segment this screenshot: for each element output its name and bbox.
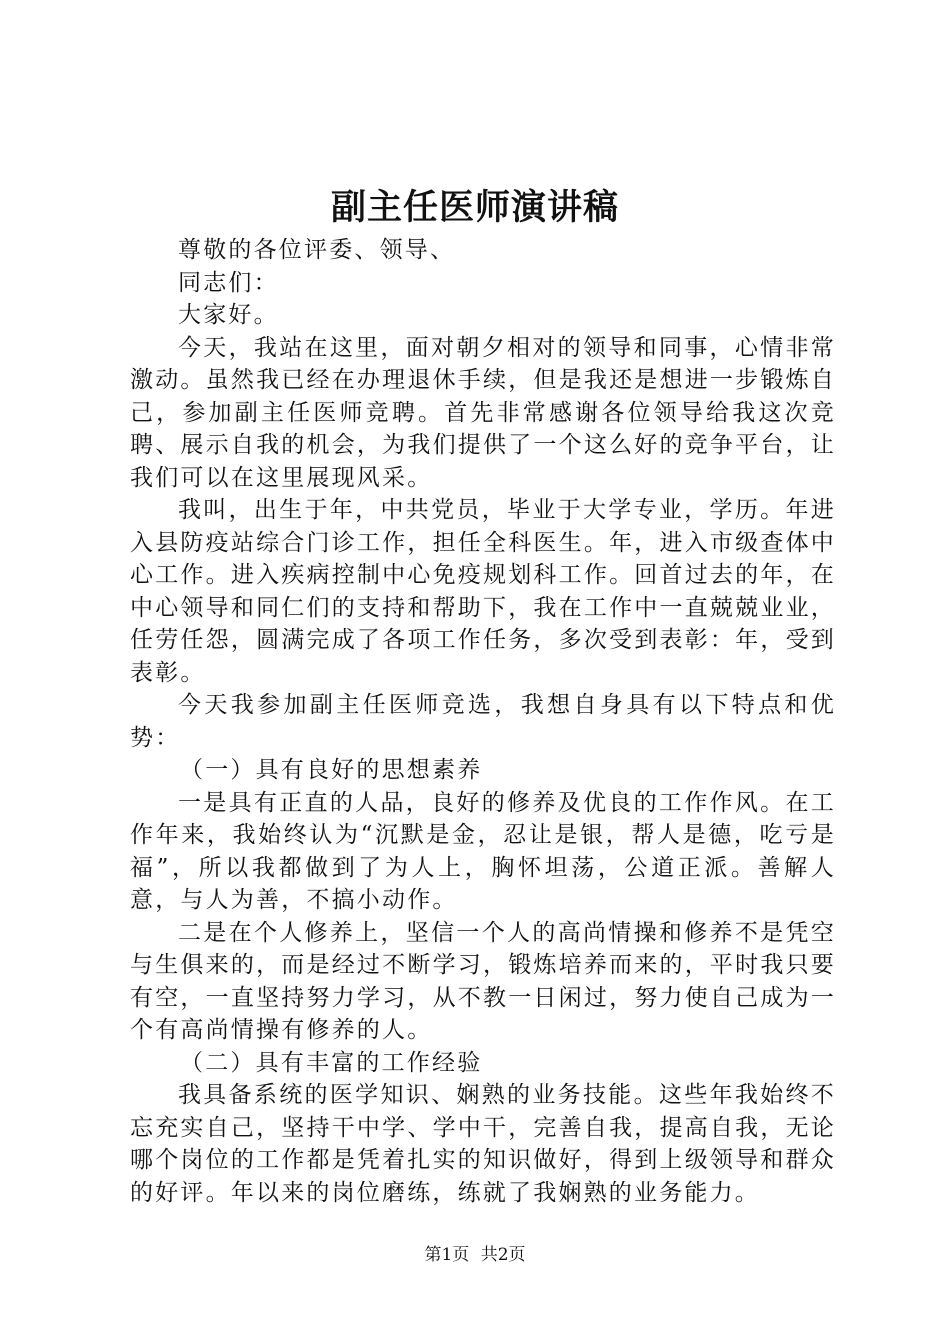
paragraph-experience: 我具备系统的医学知识、娴熟的业务技能。这些年我始终不忘充实自己，坚持干中学、学中干，完善自我，提高自我，无论哪个岗位的工作都是凭着扎实的知识做好，得到上级领导和群众的好评。年以来的岗位磨练，练就了我娴熟的业务能力。 (130, 1082, 836, 1206)
section-heading-1: （一）具有良好的思想素养 (180, 757, 483, 783)
salutation-line-2: 同志们： (178, 269, 279, 296)
greeting: 大家好。 (178, 302, 279, 328)
section-heading-2: （二）具有丰富的工作经验 (180, 1049, 483, 1076)
document-body (130, 234, 836, 1209)
page-number: 第1页 (424, 1245, 470, 1265)
paragraph-advantages: 今天我参加副主任医师竞选，我想自身具有以下特点和优势： (130, 692, 836, 751)
paragraph-background: 我叫，出生于年，中共党员，毕业于大学专业，学历。年进入县防疫站综合门诊工作，担任全科医生。年，进入市级查体中心工作。进入疾病控制中心免疫规划科工作。回首过去的年，在中心领导和同仁们的支持和帮助下，我在工作中一直兢兢业业，任劳任怨，圆满完成了各项工作任务，多次受到表彰：年，受到表彰。 (130, 497, 836, 686)
page-total: 共2页 (480, 1245, 526, 1265)
salutation-line-1: 尊敬的各位评委、领导、 (178, 237, 456, 263)
paragraph-point-2: 二是在个人修养上，坚信一个人的高尚情操和修养不是凭空与生俱来的，而是经过不断学习，锻炼培养而来的，平时我只要有空，一直坚持努力学习，从不教一日闲过，努力使自己成为一个有高尚情操有修养的人。 (130, 919, 836, 1043)
document-title: 副主任医师演讲稿 (330, 187, 619, 228)
paragraph-intro: 今天，我站在这里，面对朝夕相对的领导和同事，心情非常激动。虽然我已经在办理退休手续，但是我还是想进一步锻炼自己，参加副主任医师竞聘。首先非常感谢各位领导给我这次竞聘、展示自我的机会，为我们提供了一个这么好的竞争平台，让我们可以在这里展现风采。 (130, 334, 836, 491)
page-footer (0, 1243, 950, 1267)
paragraph-point-1: 一是具有正直的人品，良好的修养及优良的工作作风。在工作年来，我始终认为“沉默是金，忍让是银，帮人是德，吃亏是福”，所以我都做到了为人上，胸怀坦荡，公道正派。善解人意，与人为善，不搞小动作。 (130, 789, 836, 913)
